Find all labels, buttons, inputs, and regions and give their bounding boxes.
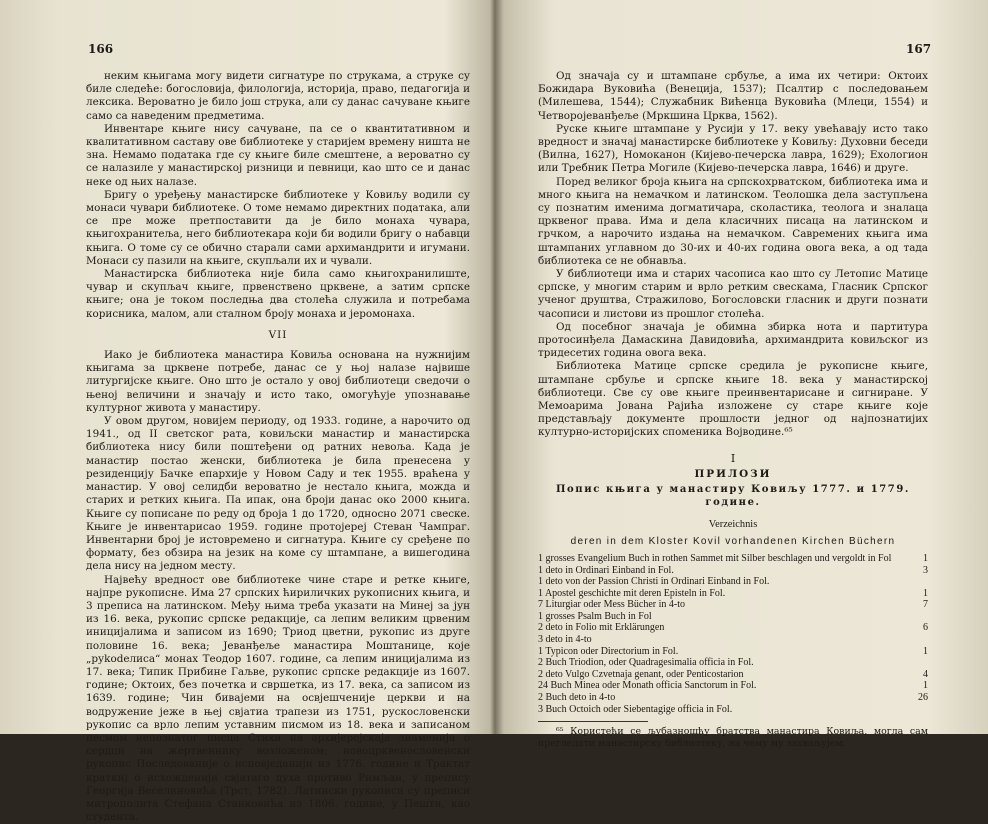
entry-text: 24 Buch Minea oder Monath officia Sanctorum in Fol. <box>538 680 757 692</box>
paragraph: У овом другом, новијем периоду, од 1933. године, а нарочито од 1941., од II светског рата, ковиљски манастир и манастирска библиотека нису били поштеђени од ратних невоља. Када је манастир постао женски, библиотека је била пренесена у резиденцију Бачке епархије у Новом Саду и тек 1955. враћена у манастир. У овој селидби вероватно је нестало књига, можда и старих и ретких књига. Па ипак, она броји данас око 2000 књига. Књиге су пописане по реду од броја 1 до 1720, односно 2071 свеске. Књиге је инвентарисао 1959. године протојереј Стеван Чампраг. Инвентарни број је истовремено и сигнатура. Књиге су сређене по формату, без обзира на језик на коме су штампане, а вишегодина дела нису на једном месту. <box>86 415 470 573</box>
entry-text: 1 grosses Evangelium Buch in rothen Sammet mit Silber beschlagen und vergoldt in Fol <box>538 552 892 564</box>
entry-text: 2 Buch deto in 4-to <box>538 692 616 704</box>
paragraph: Највећу вредност ове библиотеке чине старе и ретке књиге, најпре рукописне. Има 27 српских ћириличких рукописних књига, и 3 преписа на латинском. Међу њима треба указати на Минеј за јун из 16. века, рукопис српске редакције, са лепим великим црвеним иницијалима и записом из 1690; Триод цветни, рукопис из друге половине 16. века; Јеванђеље манастира Моштанице, које „руkodeлиса“ монах Теодор 1607. године, са лепим иницијалима из 17. века; Типик Прибине Гаљве, рукопис српске редакције из 1607. године; Октоих, без почетка и свршетка, из 17. века, са записом из 1639. године; Чин бивајеми на освјешченије церкви и на водружение јеже в њеј свјатиа трапези из 1751, рускословенски рукопис са врло лепим уставним писмом из 18. века и записаном песмом непознатог писца Стихи на архијерејскаја знаменија о сердци на жертвеннику возложеном; новоцрквенословенски рукопис Последованије о исповједанији из 1776. године и Трактат краткиј о исхожденији свјатаго духа противо Римљан, у препису Георгија Веселиновића (Трст, 1782). Латински рукописи су преписи митрополита Стефана Станковића из 1806. године, у Пешти, као студента. <box>86 573 470 824</box>
entry-count: 1 <box>923 680 928 692</box>
verzeichnis-title: Verzeichnis <box>708 518 758 530</box>
footnote: ⁶⁵ Користећи се љубазношћу братства манастира Ковиља, могла сам прегледати манастирску библиотеку, на чему му захваљујем. <box>538 726 928 749</box>
footnote-divider <box>538 721 648 722</box>
right-page <box>494 0 988 749</box>
entry-count <box>916 657 928 669</box>
appendix-subtitle: Попис књига у манастиру Ковиљу 1777. и 1779. године. <box>555 484 911 509</box>
entry-count: 6 <box>923 622 928 634</box>
entry-count <box>916 611 928 623</box>
list-item <box>538 588 928 600</box>
verzeichnis-list <box>538 553 928 715</box>
entry-count: 3 <box>923 564 928 576</box>
paragraph: Од посебног значаја је обимна збирка нота и партитура протосинђела Дамаскина Давидовића, архимандрита ковиљског из тридесетих година овога века. <box>538 320 928 360</box>
entry-count: 1 <box>923 645 928 657</box>
entry-count <box>916 634 928 646</box>
entry-text: 2 deto in Folio mit Erklärungen <box>538 622 665 634</box>
list-item <box>538 646 928 658</box>
entry-text: 1 Typicon oder Directorium in Fol. <box>538 645 679 657</box>
entry-count: 1 <box>923 552 928 564</box>
entry-count: 26 <box>918 692 928 704</box>
appendix-title: ПРИЛОЗИ <box>694 467 772 480</box>
paragraph: Иако је библиотека манастира Ковиља основана на нужнијим књигама за црквене потребе, данас се у њој налазе највише литургијске књиге. Оно што је остало у овој библиотеци сведочи о њеној величини и значају и исто тако, омогућује упознавање културног живота у манастиру. <box>86 349 470 414</box>
list-item <box>538 634 928 646</box>
list-item <box>538 669 928 681</box>
entry-count: 7 <box>923 599 928 611</box>
entry-text: 1 deto von der Passion Christi in Ordinari Einband in Fol. <box>538 576 770 588</box>
list-item <box>538 576 928 588</box>
list-item <box>538 680 928 692</box>
list-item <box>538 657 928 669</box>
list-item <box>538 704 928 716</box>
list-item <box>538 611 928 623</box>
entry-text: 3 deto in 4-to <box>538 634 592 646</box>
entry-count <box>916 576 928 588</box>
entry-text: 1 Apostel geschichte mit deren Episteln in Fol. <box>538 587 726 599</box>
appendix-number: I <box>730 451 736 465</box>
paragraph: Инвентаре књиге нису сачуване, па се о квантитативном и квалитативном саставу ове библиотеке у старијем времену ништа не зна. Немамо података где су књиге биле смештене, а вероватно су се налазиле у манастирској ризници и певници, као што се и данас неке од њих налазе. <box>86 122 470 188</box>
paragraph: Бригу о уређењу манастирске библиотеке у Ковиљу водили су монаси чувари библиотеке. О томе немамо директних података, али се пре може претпоставити да је било монаха чувара, књигохранитеља, него библиотекара који би водили бригу о набавци књига. О томе су се обично старали сами архимандрити и игумани. Монаси су пазили на књиге, скупљали их и чували. <box>86 188 470 267</box>
entry-text: 7 Liturgiar oder Mess Bücher in 4-to <box>538 599 686 611</box>
list-item <box>538 565 928 577</box>
list-item <box>538 622 928 634</box>
list-item <box>538 692 928 704</box>
entry-text: 1 grosses Psalm Buch in Fol <box>538 610 652 622</box>
list-item <box>538 553 928 565</box>
verzeichnis-subtitle: deren in dem Kloster Kovil vorhandenen Kirchen Büchern <box>570 535 896 547</box>
paragraph: неким књигама могу видети сигнатуре по струкама, а струке су биле следеће: богословија, филологија, историја, право, педагогија и лексика. Вероватно је било још струка, али су данас сачуване књиге само са наведеним предметима. <box>86 70 470 122</box>
section-heading: VII <box>268 328 288 341</box>
page-number-left: 166 <box>88 42 114 56</box>
entry-text: 3 Buch Octoich oder Siebentagige officia in Fol. <box>538 703 733 715</box>
paragraph: Библиотека Матице српске средила је рукописне књиге, штампане србуље и српске књиге 18. века у манастирској библиотеци. Све су ове књиге преинвентарисане и сигниране. У Мемоарима Јована Рајића изложене су старе књиге које представљају документе прошлости једног од најпознатијих културно-историјских споменика Војводине.⁶⁵ <box>538 360 928 439</box>
entry-text: 2 Buch Triodion, oder Quadragesimalia officia in Fol. <box>538 657 754 669</box>
list-item <box>538 599 928 611</box>
right-page-text <box>538 70 928 749</box>
paragraph: Од значаја су и штампане србуље, а има их четири: Октоих Божидара Вуковића (Венеција, 1537); Псалтир с последовањем (Милешева, 1544); Служабник Вићенца Вуковића (Млеци, 1554) и Четвороjеванђеље (Мркшина Црква, 1562). <box>538 70 928 122</box>
entry-count: 4 <box>923 668 928 680</box>
entry-count: 1 <box>923 587 928 599</box>
entry-text: 1 deto in Ordinari Einband in Fol. <box>538 564 674 576</box>
left-page-text <box>86 70 470 824</box>
entry-text: 2 deto Vulgo Czvetnaja genant, oder Penticostarion <box>538 668 744 680</box>
paragraph: У библиотеци има и старих часописа као што су Летопис Матице српске, у многим старим и врло ретким свескама, Гласник Српског ученог друштва, Стражилово, Богословски гласник и други познати часописи и листови из прошлог столећа. <box>538 268 928 320</box>
page-number-right: 167 <box>906 42 932 56</box>
paragraph: Руске књиге штампане у Русији у 17. веку увећавају исто тако вредност и значај манастирске библиотеке у Ковиљу: Духовни беседи (Вилна, 1627), Номоканон (Кијево-печерска лавра, 1629); Ехологион или Требник Петра Могиле (Кијево-печерска лавра, 1646) и друге. <box>538 122 928 175</box>
paragraph: Манастирска библиотека није била само књигохранилиште, чувар и скупљач књиге, првенствено црквене, а затим српске књиге; она је током последња два столећа служила и потребама корисника, малом, али сталном броју монаха и јеромонаха. <box>86 268 470 320</box>
paragraph: Поред великог броја књига на српскохрватском, библиотека има и много књига на немачком и латинском. Теолошка дела заступљена су познатим именима догматичара, сколастика, теолога и зналаца црквеног права. Има и дела класичних писаца на латинском и грчком, а нарочито издања на немачком. Савремених књига има штампаних углавном до 30-их и 40-их година овога века, а од тада библиотека се не обнавља. <box>538 175 928 267</box>
entry-count <box>916 704 928 716</box>
